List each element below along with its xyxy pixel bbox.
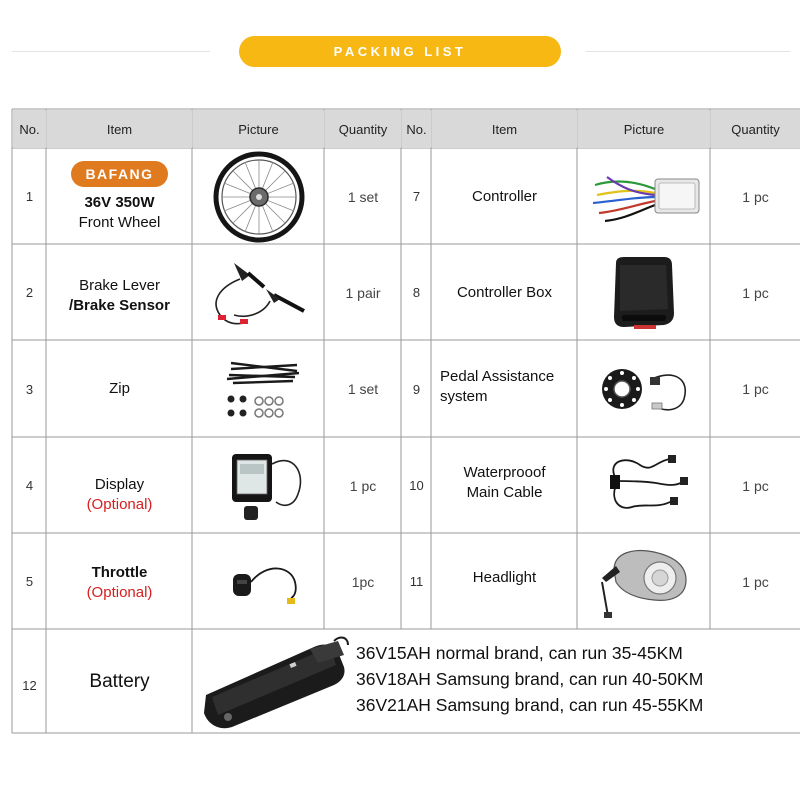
header-picture-2: Picture — [578, 110, 710, 148]
main-cable-picture — [578, 438, 710, 533]
item-name-2: /Brake Sensor — [69, 296, 170, 314]
header-quantity: Quantity — [325, 110, 401, 148]
bafang-logo: BAFANG — [71, 161, 167, 187]
cable-icon — [596, 451, 692, 521]
controller-picture — [578, 149, 710, 244]
item-name: Pedal Assistance — [440, 368, 555, 385]
front-wheel-picture — [193, 149, 324, 244]
item-spec: 36V 350W — [84, 193, 155, 211]
battery-option: 36V21AH Samsung brand, can run 45-55KM — [356, 695, 704, 715]
row-number: 11 — [409, 574, 424, 589]
headlight-icon — [594, 542, 694, 622]
wheel-icon — [211, 151, 307, 243]
item-name-2: system — [440, 388, 488, 405]
quantity: 1 pc — [742, 285, 769, 301]
zip-tie-icon — [209, 349, 309, 429]
row-number: 7 — [412, 189, 421, 204]
controller-icon — [585, 167, 703, 227]
item-controller — [432, 149, 577, 244]
header-no-2: No. — [402, 110, 431, 148]
row-number: 2 — [25, 285, 34, 300]
quantity: 1 pc — [742, 574, 769, 590]
item-throttle — [47, 534, 192, 629]
quantity: 1 set — [347, 381, 379, 397]
throttle-picture — [193, 534, 324, 629]
header-item-2: Item — [432, 110, 577, 148]
item-name: Battery — [89, 670, 150, 692]
packing-list-banner: PACKING LIST — [239, 36, 561, 67]
item-name: Brake Lever — [79, 276, 160, 294]
item-main-cable — [432, 438, 577, 533]
item-battery — [47, 630, 192, 733]
item-headlight — [432, 534, 577, 629]
quantity: 1pc — [351, 574, 375, 590]
row-number: 10 — [409, 478, 424, 493]
item-zip — [47, 341, 192, 437]
headlight-picture — [578, 534, 710, 629]
quantity: 1 set — [347, 189, 379, 205]
battery-options — [356, 640, 703, 718]
optional-note: (Optional) — [86, 495, 153, 513]
item-name: Throttle — [91, 563, 148, 581]
row-number: 4 — [25, 478, 34, 493]
display-picture — [193, 438, 324, 533]
header-no: No. — [13, 110, 46, 148]
header-item: Item — [47, 110, 192, 148]
item-display — [47, 438, 192, 533]
quantity: 1 pair — [345, 285, 381, 301]
brake-lever-icon — [204, 253, 314, 333]
item-name: Headlight — [472, 568, 537, 586]
battery-option: 36V15AH normal brand, can run 35-45KM — [356, 643, 683, 663]
battery-picture — [196, 632, 352, 730]
controller-box-picture — [578, 245, 710, 340]
zip-picture — [193, 341, 324, 437]
header-quantity-2: Quantity — [711, 110, 800, 148]
header-picture: Picture — [193, 110, 324, 148]
item-name: Zip — [109, 380, 130, 397]
row-number: 8 — [412, 285, 421, 300]
quantity: 1 pc — [349, 478, 377, 494]
item-name: Controller — [471, 187, 538, 205]
item-name: Front Wheel — [78, 213, 161, 231]
battery-icon — [198, 633, 350, 729]
row-number: 1 — [25, 189, 34, 204]
quantity: 1 pc — [742, 381, 769, 397]
brake-lever-picture — [193, 245, 324, 340]
row-number: 3 — [25, 381, 34, 397]
item-front-wheel — [47, 149, 192, 244]
row-number: 9 — [412, 381, 421, 397]
pas-sensor-icon — [594, 359, 694, 419]
row-number: 5 — [25, 574, 34, 589]
quantity: 1 pc — [742, 478, 769, 494]
item-name-2: Main Cable — [466, 483, 543, 501]
item-brake-lever — [47, 245, 192, 340]
battery-option: 36V18AH Samsung brand, can run 40-50KM — [356, 669, 704, 689]
item-controller-box — [432, 245, 577, 340]
quantity: 1 pc — [742, 189, 769, 205]
optional-note: (Optional) — [86, 583, 153, 601]
item-name: Display — [94, 475, 145, 493]
display-icon — [214, 444, 304, 528]
controller-box-icon — [604, 253, 684, 333]
item-name: Waterprooof — [463, 463, 546, 481]
item-name: Controller Box — [456, 283, 553, 301]
item-pedal-assistance — [432, 341, 577, 437]
row-number: 12 — [22, 678, 37, 693]
throttle-icon — [211, 552, 307, 612]
pedal-sensor-picture — [578, 341, 710, 437]
